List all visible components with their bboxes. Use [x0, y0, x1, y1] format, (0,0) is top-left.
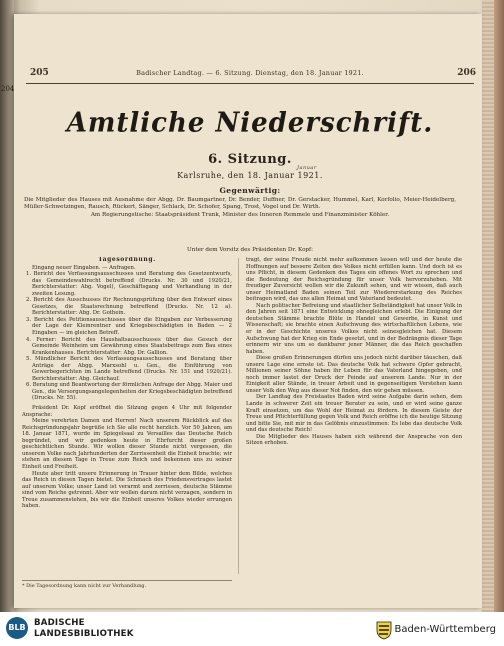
- body-paragraph: Die Mitglieder des Hauses haben sich während der Ansprache von den Sitzen erhoben.: [246, 433, 462, 447]
- body-paragraph: Präsident Dr. Kopf eröffnet die Sitzung gegen 4 Uhr mit folgender Ansprache:: [22, 405, 232, 418]
- document-title: Amtliche Niederschrift.: [66, 107, 434, 139]
- body-paragraph: Heute aber tritt unsere Erinnerung in Trauer hinter dem Bilde, welches das Reich in diesen Tagen bietet. Die Schmach des Friedensvertrages lastet auf unserem Volke; unser Land ist verarmt und zerrissen, deutsche Stämme sind vom Reiche getrennt. Aber wir wollen darum nicht verzagen, sondern in Treue zusammenstehen, bis wir die Einheit unseres Volkes wieder errungen haben.: [22, 470, 232, 510]
- agenda-item: 1. Bericht des Verfassungsausschusses und Beratung des Gesetzentwurfs, das Gemeindewahlrecht betreffend (Drucks. Nr. 30 und 1920/21, Berichterstatter: Abg. Vogel), Geschäftsgang und Verhandlung in der zweiten Lesung.: [26, 271, 232, 297]
- running-header: [30, 68, 476, 80]
- institution-name[interactable]: [34, 618, 134, 639]
- attendance-block: [24, 197, 456, 220]
- agenda-item: 4. Ferner: Bericht des Haushaltsausschusses über das Gesuch der Gemeinde Weinheim um Gewährung eines Staatsbeitrags zum Bau eines Krankenhauses. Berichterstatter: Abg. Dr. Gallion.: [26, 336, 232, 356]
- agenda-item: 3. Bericht des Petitionsausschusses über die Eingaben zur Verbesserung der Lage der Kleinrentner und Kriegsbeschädigten in Baden — 2 Eingaben — im gleichen Betreff.: [26, 316, 232, 337]
- state-crest-icon: [375, 620, 393, 640]
- left-page-edge: [0, 0, 14, 612]
- session-date: [40, 165, 460, 180]
- blb-logo-icon[interactable]: BLB: [6, 617, 28, 639]
- present-ministers: Am Regierungstische: Staatspräsident Trunk, Minister des Inneren Remmele und Finanzminister Köhler.: [90, 212, 390, 219]
- body-paragraph: Diese großen Erinnerungen dürfen uns jedoch nicht darüber täuschen, daß unsere Lage eine ernste ist. Das deutsche Volk hat schwere Opfer gebracht, Millionen seiner Söhne haben ihr Leben für das Vaterland hingegeben, und noch immer lastet der Druck der Feinde auf unserem Lande. Nur in der Einigkeit aller Stände, in treuer Arbeit und in gegenseitigem Verstehen kann unser Volk den Weg aus dieser Not finden, den wir gehen müssen.: [246, 355, 462, 394]
- agenda-heading: Tagesordnung.: [98, 257, 156, 263]
- running-title: Badischer Landtag. — 6. Sitzung. Dienstag, den 18. Januar 1921.: [136, 69, 364, 77]
- agenda-intro: Eingang neuer Eingaben. — Anfragen.: [32, 264, 136, 271]
- page-number-right: 206: [457, 68, 476, 78]
- session-number: 6. Sitzung.: [208, 152, 292, 167]
- book-binding-edge: [482, 0, 494, 612]
- state-name[interactable]: Baden-Württemberg: [394, 624, 496, 635]
- agenda-item: 2. Bericht des Ausschusses für Rechnungsprüfung über den Entwurf eines Gesetzes, die Staatsrechnung betreffend (Drucks. Nr. 12 a). Berichterstatter: Abg. Dr. Gothein.: [26, 297, 232, 317]
- date-insertion: Januar: [297, 165, 317, 171]
- left-column: [22, 257, 232, 577]
- body-paragraph: tragt, der seine Freude nicht mehr aufkommen lassen will und der heute die Hoffnungen auf bessere Zeiten des Volkes nicht erfüllen kann. Und doch ist es uns Pflicht, in diesem Gedenken des Tages ein offenes Wort zu sprechen und die Bedeutung der Reichsgründung für unser Volk hervorzuheben. Mit freudiger Zuversicht wollen wir die Zukunft sehen, und wir wissen, daß auch unser Heimatland Baden seinen Teil zur Wiedererstarkung des Reiches beitragen wird, das uns allen Heimat und Vaterland bedeutet.: [246, 257, 462, 303]
- body-paragraph: Nach politischer Befreiung und staatlicher Selbständigkeit hat unser Volk in den Jahren seit 1871 eine Entwicklung ohnegleichen erlebt. Die Einigung der deutschen Stämme brachte Blüte in Handel und Gewerbe, in Kunst und Wissenschaft; sie brachte einen Aufschwung des wirtschaftlichen Lebens, wie er in der Geschichte unseres Volkes nicht seinesgleichen hat. Diesem Aufschwung hat der Krieg ein Ende gesetzt, und in der Bedrängnis dieser Tage erinnern wir uns um so dankbarer jener Männer, die das Reich geschaffen haben.: [246, 302, 462, 355]
- library-footer-bar: [0, 612, 504, 646]
- right-column: [246, 257, 462, 577]
- agenda-item: 5. Mündlicher Bericht des Verfassungsausschusses und Beratung über Anträge der Abgg. Marxsohl u. Gen., die Einführung von Gewerbegerichten im Lande betreffend (Drucks. Nr. 151 und 1920/21). Berichterstatter: Abg. Gleichauf.: [26, 356, 232, 382]
- institution-line-1: BADISCHE: [34, 618, 85, 628]
- institution-line-2: LANDESBIBLIOTHEK: [34, 628, 134, 639]
- page-number-left: 205: [30, 68, 49, 78]
- footnote: * Die Tagesordnung kann nicht zur Verhandlung.: [22, 580, 232, 589]
- presiding-line: Unter dem Vorsitz des Präsidenten Dr. Kopf:: [187, 247, 313, 253]
- left-page-number: 204: [1, 85, 15, 93]
- header-rule: [26, 83, 474, 84]
- column-divider: [238, 258, 239, 574]
- present-heading: Gegenwärtig:: [219, 186, 281, 195]
- date-line: Karlsruhe, den 18. Januar 1921.: [177, 171, 323, 180]
- agenda-item: 6. Beratung und Beantwortung der förmlichen Anfrage der Abgg. Maier und Gen., die Versorgungsangelegenheiten der Kriegsbeschädigten betreffend (Drucks. Nr. 55).: [26, 382, 232, 402]
- present-members: Die Mitglieder des Hauses mit Ausnahme der Abgg. Dr. Baumgartner, Dr. Bender, Duffner, Dr. Gerstacker, Hummel, Karl, Korfolio, Meier-Heidelberg, Müller-Schwetzingen, Rausch, Rückert, Sänger, Schlack, Dr. Schofer, Spang, Trost, Vogel und Dr. Wirth.: [24, 197, 456, 211]
- body-paragraph: Meine verehrten Damen und Herren! Nach unserem Rückblick auf das Reichsgründungsjahr begrüße ich Sie alle recht herzlich. Vor 50 Jahren, am 18. Januar 1871, wurde im Spiegelsaal zu Versailles das Deutsche Reich begründet, und wir gedenken heute in Ehrfurcht dieser großen geschichtlichen Stunde. Wir wollen dieser Stunde nicht vergessen, die unserem Volke nach Jahrhunderten der Zerrissenheit die Einheit brachte; wir stehen an diesem Tage in Treue zum Reich und bekennen uns zu seiner Einheit und Freiheit.: [22, 418, 232, 470]
- body-paragraph: Der Landtag des Freistaates Baden wird seine Aufgabe darin sehen, dem Lande in schwerer Zeit ein treuer Berater zu sein, und er wird seine ganze Kraft einsetzen, um das Wohl der Heimat zu fördern. In diesem Geiste der Treue und Pflichterfüllung gegen Volk und Reich eröffne ich die heutige Sitzung und bitte Sie, mit mir in das Gelöbnis einzustimmen: Es lebe das deutsche Volk und das deutsche Reich!: [246, 394, 462, 434]
